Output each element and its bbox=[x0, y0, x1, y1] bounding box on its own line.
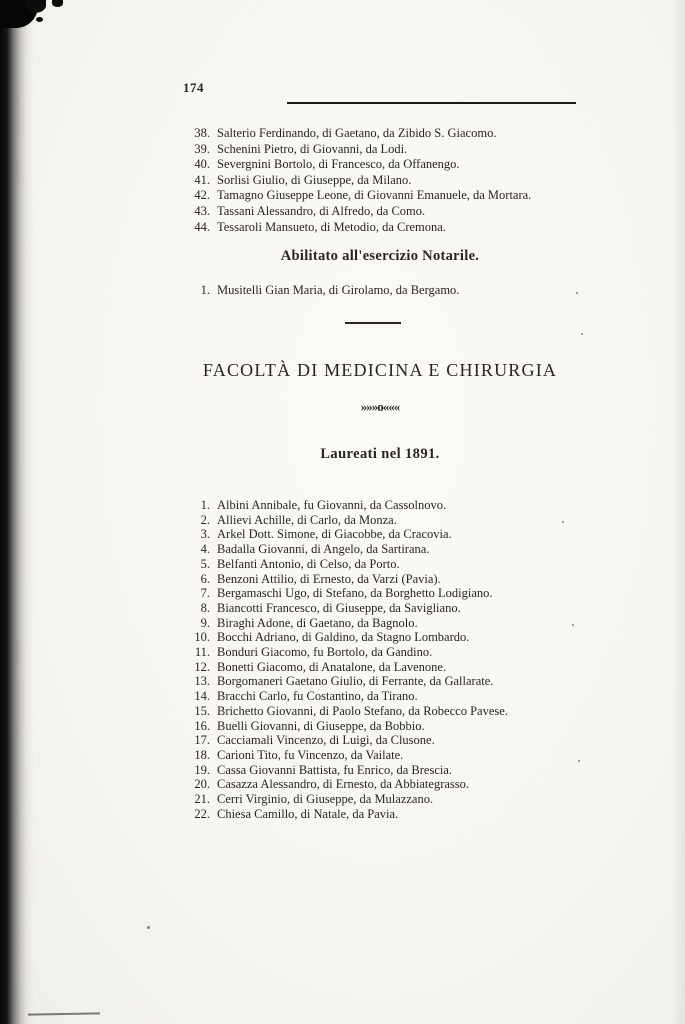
item-text: Tamagno Giuseppe Leone, di Giovanni Emanuele, da Mortara. bbox=[217, 188, 532, 203]
item-text: Salterio Ferdinando, di Gaetano, da Zibido S. Giacomo. bbox=[217, 126, 497, 140]
list-item bbox=[184, 645, 508, 660]
notary-heading: Abilitato all'esercizio Notarile. bbox=[280, 248, 480, 264]
item-text: Belfanti Antonio, di Celso, da Porto. bbox=[217, 556, 400, 571]
item-number: 20. bbox=[194, 777, 210, 792]
item-text: Arkel Dott. Simone, di Giacobbe, da Cracovia. bbox=[217, 527, 452, 542]
item-number: 9. bbox=[200, 615, 210, 630]
list-item bbox=[184, 142, 531, 158]
item-number: 44. bbox=[194, 219, 210, 234]
item-number: 17. bbox=[194, 733, 210, 748]
list-item bbox=[184, 204, 531, 220]
item-number: 11. bbox=[194, 645, 210, 660]
item-text: Bocchi Adriano, di Galdino, da Stagno Lombardo. bbox=[217, 630, 470, 645]
item-number: 21. bbox=[194, 792, 210, 807]
item-text: Cassa Giovanni Battista, fu Enrico, da Brescia. bbox=[217, 762, 453, 777]
item-number: 43. bbox=[194, 203, 210, 218]
speck bbox=[581, 333, 583, 335]
list-item bbox=[184, 807, 508, 822]
item-text: Schenini Pietro, di Giovanni, da Lodi. bbox=[217, 141, 408, 156]
item-text: Biancotti Francesco, di Giuseppe, da Savigliano. bbox=[217, 600, 461, 615]
item-number: 14. bbox=[194, 689, 210, 704]
item-number: 5. bbox=[200, 556, 210, 571]
item-number: 18. bbox=[194, 747, 210, 762]
item-text: Cerri Virginio, di Giuseppe, da Mulazzano. bbox=[217, 792, 434, 807]
list-item bbox=[184, 498, 508, 513]
item-text: Musitelli Gian Maria, di Girolamo, da Bergamo. bbox=[217, 283, 460, 297]
header-rule bbox=[287, 102, 576, 104]
item-number: 15. bbox=[194, 703, 210, 718]
list-item bbox=[184, 283, 459, 299]
item-text: Chiesa Camillo, di Natale, da Pavia. bbox=[217, 806, 399, 821]
item-number: 6. bbox=[200, 571, 210, 586]
list-item bbox=[184, 660, 508, 675]
item-number: 1. bbox=[200, 498, 210, 512]
item-number: 22. bbox=[194, 806, 210, 821]
list-item bbox=[184, 527, 508, 542]
item-number: 1. bbox=[200, 283, 210, 297]
notary-enabled-list bbox=[184, 283, 459, 299]
list-item bbox=[184, 173, 531, 189]
faculty-title: FACOLTÀ DI MEDICINA E CHIRURGIA bbox=[202, 360, 558, 380]
bottom-edge-mark bbox=[28, 1012, 100, 1015]
list-item bbox=[184, 601, 508, 616]
list-item bbox=[184, 616, 508, 631]
list-item bbox=[184, 674, 508, 689]
list-item bbox=[184, 748, 508, 763]
item-number: 12. bbox=[194, 659, 210, 674]
item-number: 4. bbox=[200, 542, 210, 557]
page-number: 174 bbox=[183, 80, 204, 95]
item-text: Tessaroli Mansueto, di Metodio, da Cremona. bbox=[217, 219, 446, 234]
list-item bbox=[184, 542, 508, 557]
item-text: Cacciamali Vincenzo, di Luigi, da Clusone. bbox=[217, 733, 435, 748]
list-item bbox=[184, 763, 508, 778]
speck bbox=[576, 292, 578, 294]
item-text: Bergamaschi Ugo, di Stefano, da Borghetto Lodigiano. bbox=[217, 586, 493, 601]
ink-blob bbox=[52, 0, 63, 7]
item-text: Buelli Giovanni, di Giuseppe, da Bobbio. bbox=[217, 718, 425, 733]
item-text: Albini Annibale, fu Giovanni, da Cassolnovo. bbox=[217, 498, 447, 512]
item-number: 42. bbox=[194, 188, 210, 203]
notary-continued-list bbox=[184, 126, 531, 235]
laureati-subtitle: Laureati nel 1891. bbox=[320, 446, 440, 462]
list-item bbox=[184, 188, 531, 204]
item-text: Borgomaneri Gaetano Giulio, di Ferrante, da Gallarate. bbox=[217, 674, 494, 689]
list-item bbox=[184, 586, 508, 601]
item-number: 2. bbox=[200, 512, 210, 527]
item-number: 13. bbox=[194, 674, 210, 689]
list-item bbox=[184, 220, 531, 236]
item-number: 41. bbox=[194, 172, 210, 187]
item-text: Badalla Giovanni, di Angelo, da Sartirana. bbox=[217, 542, 430, 557]
list-item bbox=[184, 630, 508, 645]
speck bbox=[572, 624, 574, 626]
list-item bbox=[184, 572, 508, 587]
item-text: Bracchi Carlo, fu Costantino, da Tirano. bbox=[217, 689, 418, 704]
item-number: 3. bbox=[200, 527, 210, 542]
binding-shadow bbox=[0, 0, 34, 1024]
item-text: Casazza Alessandro, di Ernesto, da Abbiategrasso. bbox=[217, 777, 470, 792]
item-text: Bonetti Giacomo, di Anatalone, da Lavenone. bbox=[217, 659, 447, 674]
item-text: Bonduri Giacomo, fu Bortolo, da Gandino. bbox=[217, 645, 433, 660]
item-text: Sorlisi Giulio, di Giuseppe, da Milano. bbox=[217, 172, 412, 187]
item-text: Benzoni Attilio, di Ernesto, da Varzi (Pavia). bbox=[217, 571, 441, 586]
list-item bbox=[184, 557, 508, 572]
item-number: 39. bbox=[194, 141, 210, 156]
list-item bbox=[184, 126, 531, 142]
item-text: Severgnini Bortolo, di Francesco, da Offanengo. bbox=[217, 157, 460, 172]
item-text: Tassani Alessandro, di Alfredo, da Como. bbox=[217, 203, 426, 218]
list-item bbox=[184, 689, 508, 704]
list-item bbox=[184, 704, 508, 719]
ink-blob bbox=[26, 0, 46, 13]
item-text: Biraghi Adone, di Gaetano, da Bagnolo. bbox=[217, 615, 418, 630]
list-item bbox=[184, 513, 508, 528]
list-item bbox=[184, 157, 531, 173]
item-text: Brichetto Giovanni, di Paolo Stefano, da Robecco Pavese. bbox=[217, 703, 508, 718]
item-text: Carioni Tito, fu Vincenzo, da Vailate. bbox=[217, 747, 404, 762]
item-number: 38. bbox=[194, 126, 210, 140]
item-number: 7. bbox=[200, 586, 210, 601]
item-number: 19. bbox=[194, 762, 210, 777]
list-item bbox=[184, 777, 508, 792]
laureati-list bbox=[184, 498, 508, 821]
item-number: 40. bbox=[194, 157, 210, 172]
item-text: Allievi Achille, di Carlo, da Monza. bbox=[217, 512, 397, 527]
item-number: 8. bbox=[200, 600, 210, 615]
list-item bbox=[184, 733, 508, 748]
item-number: 10. bbox=[194, 630, 210, 645]
item-number: 16. bbox=[194, 718, 210, 733]
speck bbox=[562, 521, 564, 523]
section-divider bbox=[345, 322, 401, 324]
list-item bbox=[184, 792, 508, 807]
speck bbox=[147, 926, 150, 929]
speck bbox=[578, 760, 580, 762]
right-edge-shadow bbox=[671, 0, 685, 1024]
ornament-divider: »»»o««« bbox=[360, 399, 400, 414]
ink-blob bbox=[36, 17, 43, 22]
list-item bbox=[184, 719, 508, 734]
